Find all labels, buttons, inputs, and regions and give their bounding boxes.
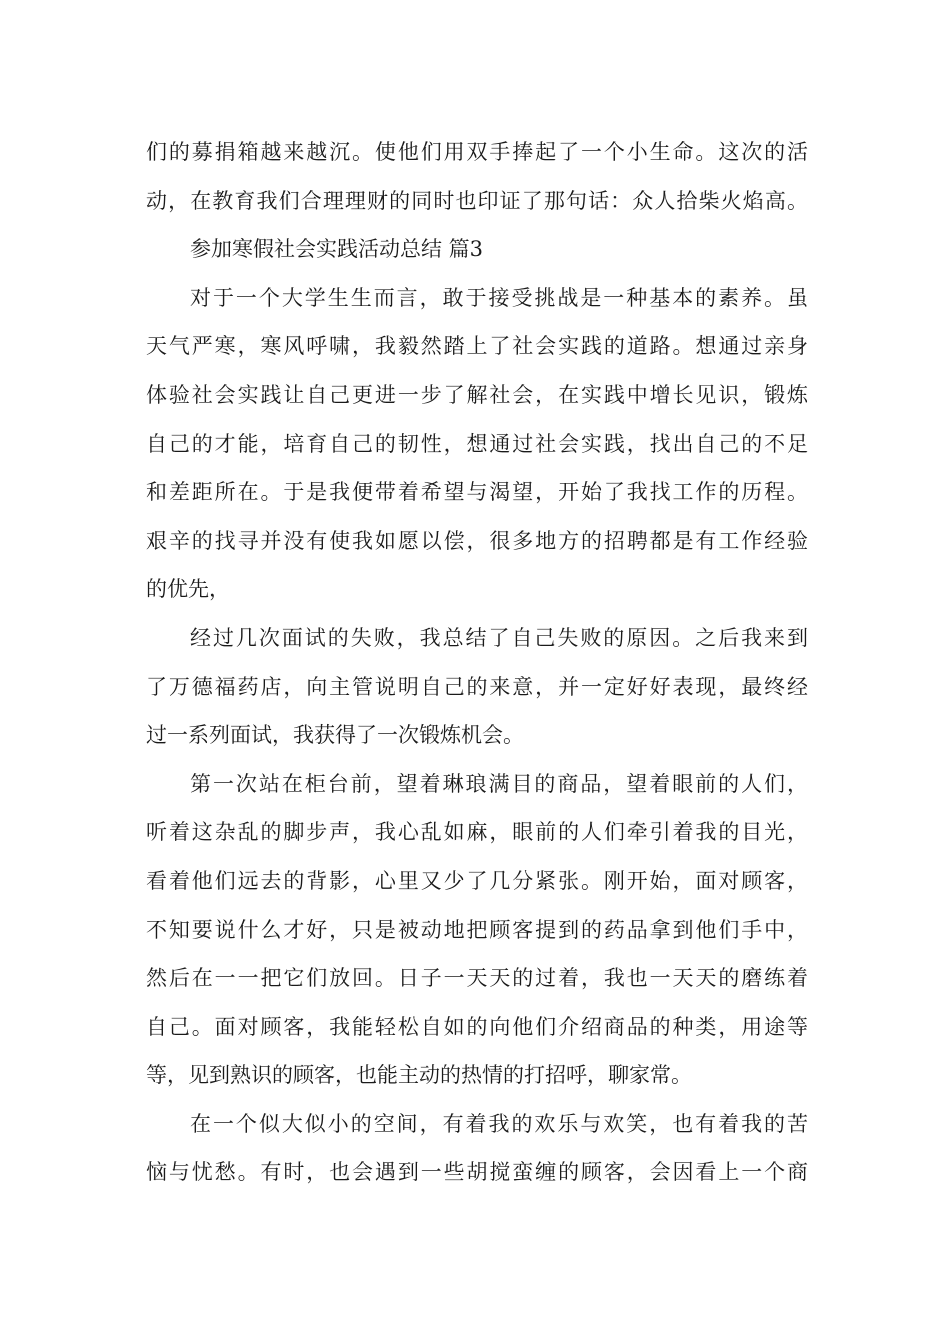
text-line: 艰辛的找寻并没有使我如愿以偿，很多地方的招聘都是有工作经验 xyxy=(146,528,808,553)
text-line: 然后在一一把它们放回。日子一天天的过着，我也一天天的磨练着 xyxy=(146,966,808,991)
text-line: 经过几次面试的失败，我总结了自己失败的原因。之后我来到 xyxy=(190,625,808,650)
text-line: 和差距所在。于是我便带着希望与渴望，开始了我找工作的历程。 xyxy=(146,480,808,505)
body-text xyxy=(146,128,808,1197)
text-line: 听着这杂乱的脚步声，我心乱如麻，眼前的人们牵引着我的目光， xyxy=(146,820,808,845)
text-line: 看着他们远去的背影，心里又少了几分紧张。刚开始，面对顾客， xyxy=(146,868,808,893)
text-line: 对于一个大学生生而言，敢于接受挑战是一种基本的素养。虽 xyxy=(190,285,808,310)
text-line: 了万德福药店，向主管说明自己的来意，并一定好好表现，最终经 xyxy=(146,674,808,699)
text-line: 动，在教育我们合理理财的同时也印证了那句话：众人拾柴火焰高。 xyxy=(146,188,808,213)
text-line: 天气严寒，寒风呼啸，我毅然踏上了社会实践的道路。想通过亲身 xyxy=(146,334,808,359)
text-line: 在一个似大似小的空间，有着我的欢乐与欢笑，也有着我的苦 xyxy=(190,1111,808,1136)
text-line: 体验社会实践让自己更进一步了解社会，在实践中增长见识，锻炼 xyxy=(146,382,808,407)
text-line: 们的募捐箱越来越沉。使他们用双手捧起了一个小生命。这次的活 xyxy=(146,140,808,164)
section-heading: 参加寒假社会实践活动总结 篇3 xyxy=(190,237,484,262)
text-line: 的优先， xyxy=(146,577,230,602)
text-line: 不知要说什么才好，只是被动地把顾客提到的药品拿到他们手中， xyxy=(146,917,808,942)
text-line: 恼与忧愁。有时，也会遇到一些胡搅蛮缠的顾客，会因看上一个商 xyxy=(146,1160,808,1185)
text-line: 第一次站在柜台前，望着琳琅满目的商品，望着眼前的人们， xyxy=(190,771,808,796)
text-line: 自己。面对顾客，我能轻松自如的向他们介绍商品的种类，用途等 xyxy=(146,1014,808,1039)
text-line: 等，见到熟识的顾客，也能主动的热情的打招呼，聊家常。 xyxy=(146,1063,692,1088)
text-line: 过一系列面试，我获得了一次锻炼机会。 xyxy=(146,723,524,748)
text-line: 自己的才能，培育自己的韧性，想通过社会实践，找出自己的不足 xyxy=(146,431,808,456)
